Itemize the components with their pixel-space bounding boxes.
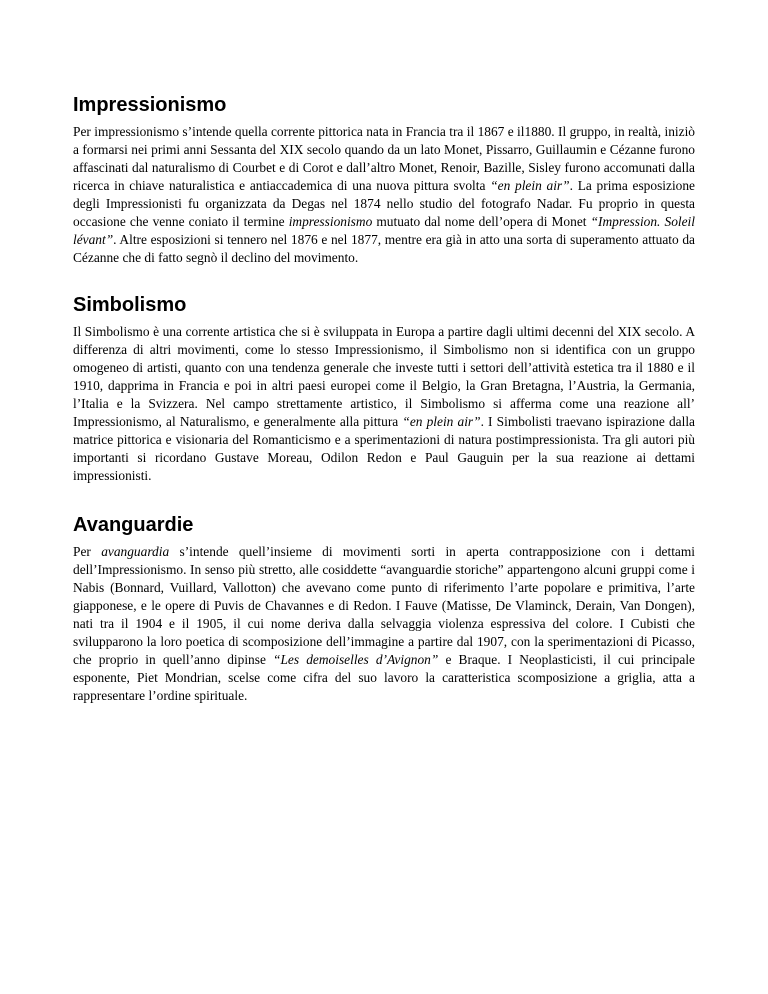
text-run: . La prima esposizione degli Impressionisti fu organizzata da Degas nel 1874 nello studio del fotografo Nadar. Fu proprio in questa occasione che venne coniato il termine <box>73 178 695 229</box>
text-run: e Braque. I Neoplasticisti, il cui principale esponente, Piet Mondrian, scelse come cifra del suo lavoro la caratteristica scomposizione a griglia, atta a rappresentare l’ordine spirituale. <box>73 652 695 703</box>
document-body <box>73 93 695 723</box>
text-run: . I Simbolisti traevano ispirazione dalla matrice pittorica e visionaria del Romanticismo e a sperimentazioni di natura postimpressionista. Tra gli autori più importanti si ricordano Gustave Moreau, Odilon Redon e Paul Gauguin per la sua reazione ai dettami impressionisti. <box>73 414 695 483</box>
text-run: . Altre esposizioni si tennero nel 1876 e nel 1877, mentre era già in atto una sorta di superamento attuato da Cézanne che di fatto segnò il declino del movimento. <box>73 232 695 265</box>
text-run: mutuato dal nome dell’opera di Monet <box>372 214 591 229</box>
section-simbolismo <box>73 293 695 485</box>
section-impressionismo <box>73 93 695 267</box>
italic-run: avanguardia <box>101 544 170 559</box>
text-run: s’intende quell’insieme di movimenti sorti in aperta contrapposizione con i dettami dell’Impressionismo. In senso più stretto, alle cosiddette “avanguardie storiche” appartengono alcuni gruppi come i Nabis (Bonnard, Vuillard, Vallotton) che avevano come punto di riferimento l’arte popolare e primitiva, l’arte giapponese, e le opere di Puvis de Chavannes e di Redon. I Fauve (Matisse, De Vlaminck, Derain, Van Dongen), nati tra il 1904 e il 1905, il cui nome deriva dalla selvaggia violenza espressiva del colore. I Cubisti che svilupparono la loro poetica di scomposizione dell’immagine a partire dal 1907, con la sperimentazioni di Picasso, che proprio in quell’anno dipinse <box>73 544 695 667</box>
italic-run: “Impression. Soleil lévant” <box>73 214 695 247</box>
section-heading: Simbolismo <box>73 294 187 316</box>
italic-run: “Les demoiselles d’Avignon” <box>273 652 439 667</box>
italic-run: impressionismo <box>288 214 373 229</box>
text-run: Il Simbolismo è una corrente artistica che si è sviluppata in Europa a partire dagli ultimi decenni del XIX secolo. A differenza di altri movimenti, come lo stesso Impressionismo, il Simbolismo non si identifica con un gruppo omogeneo di artisti, quanto con una tendenza generale che investe tutti i settori dell’attività estetica tra il 1880 e il 1910, dapprima in Francia e poi in altri paesi europei come il Belgio, la Gran Bretagna, l’Austria, la Germania, l’Italia e la Svizzera. Nel campo strettamente artistico, il Simbolismo si afferma come una reazione all’ Impressionismo, al Naturalismo, e generalmente alla pittura <box>73 324 695 429</box>
section-avanguardie <box>73 513 695 705</box>
section-paragraph <box>73 123 695 267</box>
italic-run: “en plein air” <box>490 178 570 193</box>
section-paragraph <box>73 543 695 705</box>
text-run: Per <box>73 544 102 559</box>
italic-run: “en plein air” <box>402 414 481 429</box>
section-heading: Avanguardie <box>73 514 194 536</box>
text-run: Per impressionismo s’intende quella corrente pittorica nata in Francia tra il 1867 e il1880. Il gruppo, in realtà, iniziò a formarsi nei primi anni Sessanta del XIX secolo quando da un lato Monet, Pissarro, Guillaumin e Cézanne furono affascinati dal naturalismo di Courbet e di Corot e dall’altro Monet, Renoir, Bazille, Sisley furono accomunati dalla ricerca in chiave naturalistica e antiaccademica di una nuova pittura svolta <box>73 124 695 193</box>
section-paragraph <box>73 323 695 485</box>
section-heading: Impressionismo <box>73 94 227 116</box>
